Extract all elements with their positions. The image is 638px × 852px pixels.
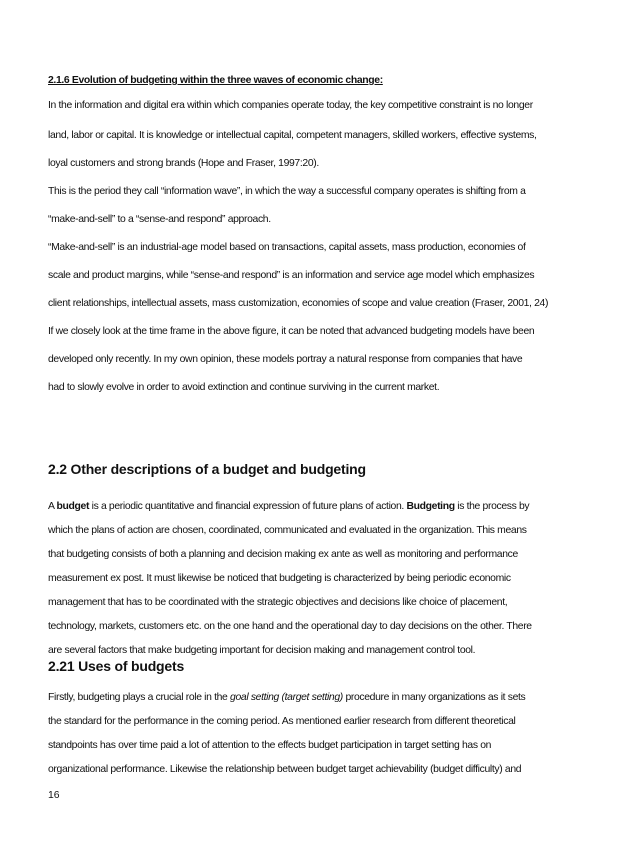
italic-term-goal-setting: goal setting (target setting) <box>230 692 343 703</box>
section-heading-2-21: 2.21 Uses of budgets <box>48 658 185 674</box>
paragraph-line: In the information and digital era within which companies operate today, the key competitive constraint is no longer <box>48 100 533 111</box>
paragraph-line <box>48 500 608 513</box>
paragraph-line: measurement ex post. It must likewise be noticed that budgeting is characterized by being periodic economic <box>48 573 511 584</box>
paragraph-line <box>48 691 608 704</box>
paragraph-line: “Make-and-sell” is an industrial-age model based on transactions, capital assets, mass production, economies of <box>48 242 526 253</box>
paragraph-line: the standard for the performance in the coming period. As mentioned earlier research from different theoretical <box>48 716 516 727</box>
text-run: Firstly, budgeting plays a crucial role in the <box>48 692 231 703</box>
paragraph-line: scale and product margins, while “sense-and respond” is an information and service age model which emphasizes <box>48 270 535 281</box>
text-run: is a periodic quantitative and financial expression of future plans of action. <box>89 501 407 512</box>
bold-term-budget: budget <box>56 501 90 512</box>
paragraph-line: standpoints has over time paid a lot of attention to the effects budget participation in target setting has on <box>48 740 492 751</box>
text-run: procedure in many organizations as it sets <box>342 692 526 703</box>
bold-term-budgeting: Budgeting <box>406 501 455 512</box>
text-run: A <box>48 501 57 512</box>
page-number: 16 <box>48 790 60 801</box>
paragraph-line: If we closely look at the time frame in the above figure, it can be noted that advanced budgeting models have been <box>48 326 535 337</box>
paragraph-line: had to slowly evolve in order to avoid extinction and continue surviving in the current market. <box>48 382 440 393</box>
paragraph-line: client relationships, intellectual assets, mass customization, economies of scope and value creation (Fraser, 2001, 24) <box>48 298 549 309</box>
paragraph-line: technology, markets, customers etc. on the one hand and the operational day to day decisions on the other. There <box>48 621 532 632</box>
paragraph-line: “make-and-sell” to a “sense-and respond” approach. <box>48 214 271 225</box>
paragraph-line: land, labor or capital. It is knowledge or intellectual capital, competent managers, skilled workers, effective systems, <box>48 130 537 141</box>
paragraph-line: developed only recently. In my own opinion, these models portray a natural response from companies that have <box>48 354 523 365</box>
paragraph-line: This is the period they call “information wave”, in which the way a successful company operates is shifting from a <box>48 186 526 197</box>
subsection-heading-2-1-6: 2.1.6 Evolution of budgeting within the three waves of economic change: <box>48 75 383 86</box>
paragraph-line: which the plans of action are chosen, coordinated, communicated and evaluated in the organization. This means <box>48 525 527 536</box>
text-run: is the process by <box>454 501 530 512</box>
paragraph-line: management that has to be coordinated with the strategic objectives and decisions like choice of placement, <box>48 597 508 608</box>
paragraph-line: loyal customers and strong brands (Hope and Fraser, 1997:20). <box>48 158 319 169</box>
paragraph-line: that budgeting consists of both a planning and decision making ex ante as well as monitoring and performance <box>48 549 518 560</box>
paragraph-line: are several factors that make budgeting important for decision making and management control tool. <box>48 645 476 656</box>
section-heading-2-2: 2.2 Other descriptions of a budget and budgeting <box>48 461 366 477</box>
paragraph-line: organizational performance. Likewise the relationship between budget target achievability (budget difficulty) and <box>48 764 522 775</box>
